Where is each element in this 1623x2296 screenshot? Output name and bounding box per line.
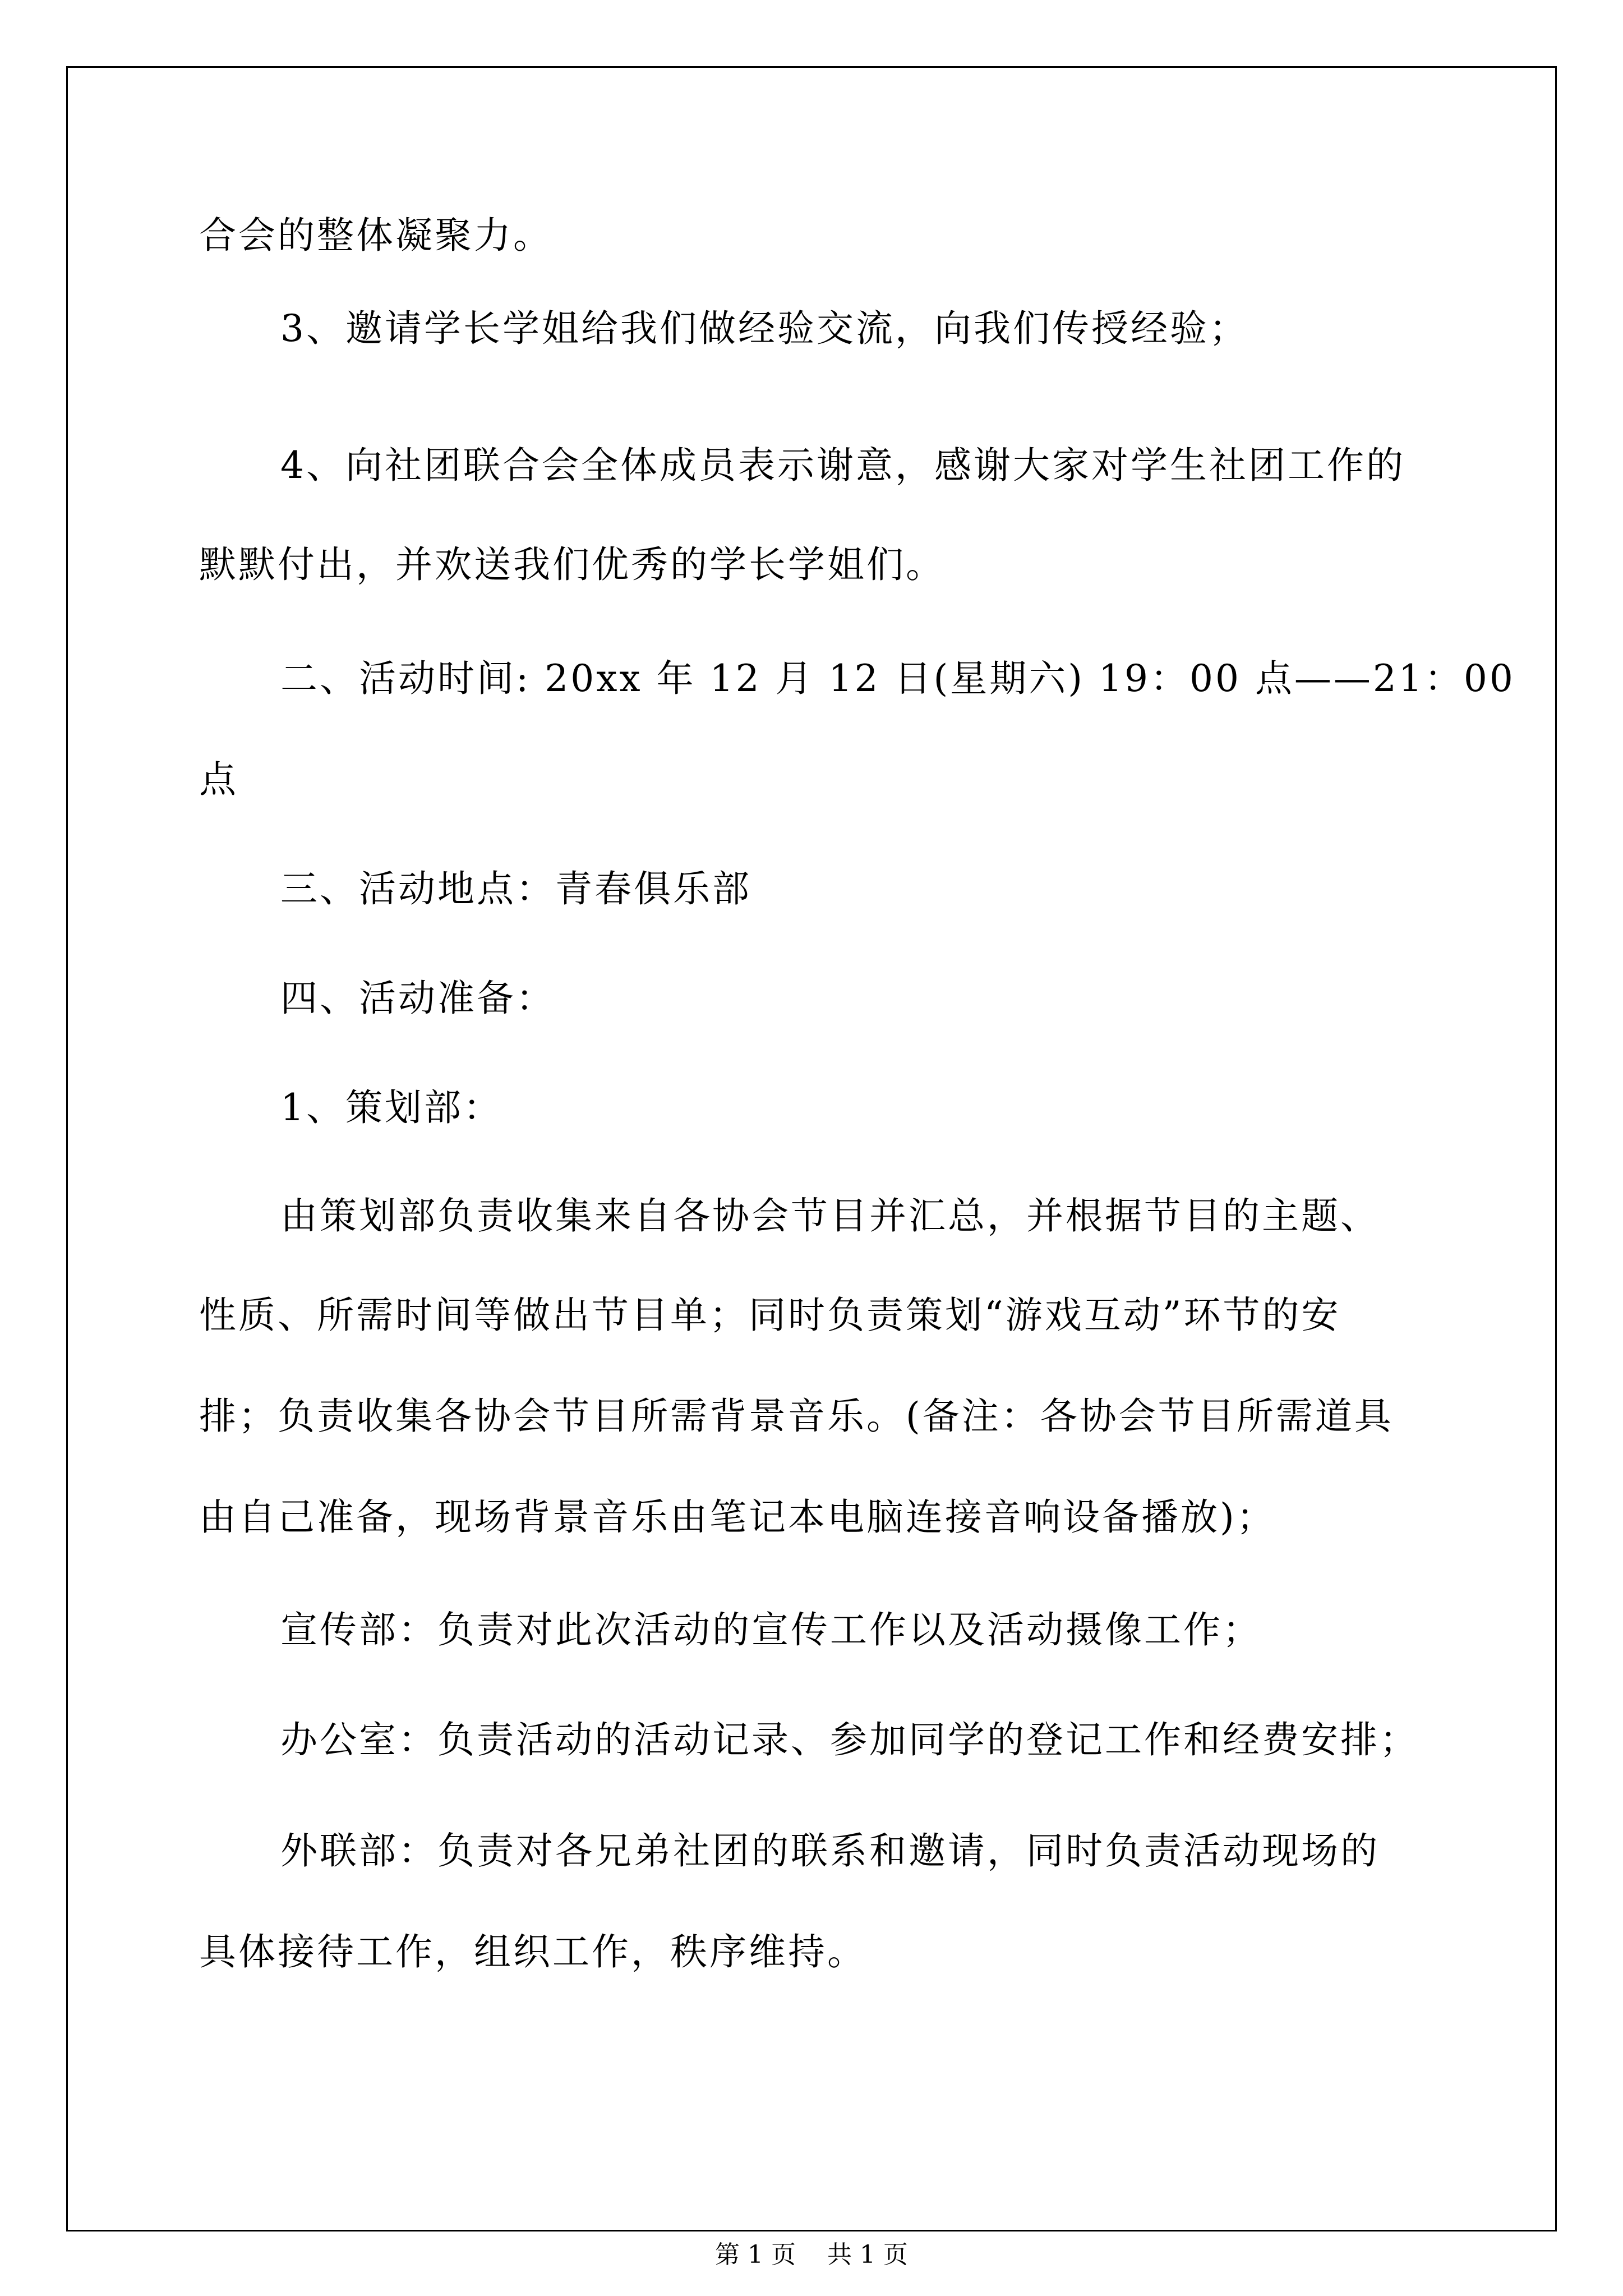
paragraph-line-17: 具体接待工作，组织工作，秩序维持。	[199, 1930, 866, 1973]
paragraph-line-15: 办公室：负责活动的活动记录、参加同学的登记工作和经费安排；	[280, 1718, 1419, 1761]
paragraph-line-4: 默默付出，并欢送我们优秀的学长学姐们。	[199, 543, 945, 586]
paragraph-line-7: 三、活动地点：青春俱乐部	[280, 867, 751, 910]
paragraph-line-12: 排；负责收集各协会节目所需背景音乐。(备注：各协会节目所需道具	[199, 1395, 1394, 1438]
paragraph-line-9: 1、策划部：	[280, 1086, 502, 1129]
page-number-footer: 第 1 页 共 1 页	[715, 2240, 908, 2269]
paragraph-line-16: 外联部：负责对各兄弟社团的联系和邀请，同时负责活动现场的	[280, 1829, 1380, 1872]
paragraph-line-11: 性质、所需时间等做出节目单；同时负责策划“游戏互动”环节的安	[199, 1294, 1341, 1337]
paragraph-line-8: 四、活动准备：	[280, 977, 555, 1020]
page-border	[66, 66, 1557, 2231]
paragraph-line-6: 点	[199, 758, 238, 801]
paragraph-line-14: 宣传部：负责对此次活动的宣传工作以及活动摄像工作；	[280, 1608, 1262, 1651]
paragraph-line-3: 4、向社团联合会全体成员表示谢意，感谢大家对学生社团工作的	[280, 444, 1405, 487]
paragraph-line-10: 由策划部负责收集来自各协会节目并汇总，并根据节目的主题、	[280, 1194, 1380, 1237]
paragraph-line-5: 二、活动时间: 20xx 年 12 月 12 日(星期六) 19：00 点——21：00	[280, 657, 1515, 700]
paragraph-line-13: 由自己准备，现场背景音乐由笔记本电脑连接音响设备播放)；	[199, 1496, 1276, 1539]
paragraph-line-2: 3、邀请学长学姐给我们做经验交流，向我们传授经验；	[280, 307, 1248, 350]
paragraph-line-1: 合会的整体凝聚力。	[199, 214, 552, 257]
